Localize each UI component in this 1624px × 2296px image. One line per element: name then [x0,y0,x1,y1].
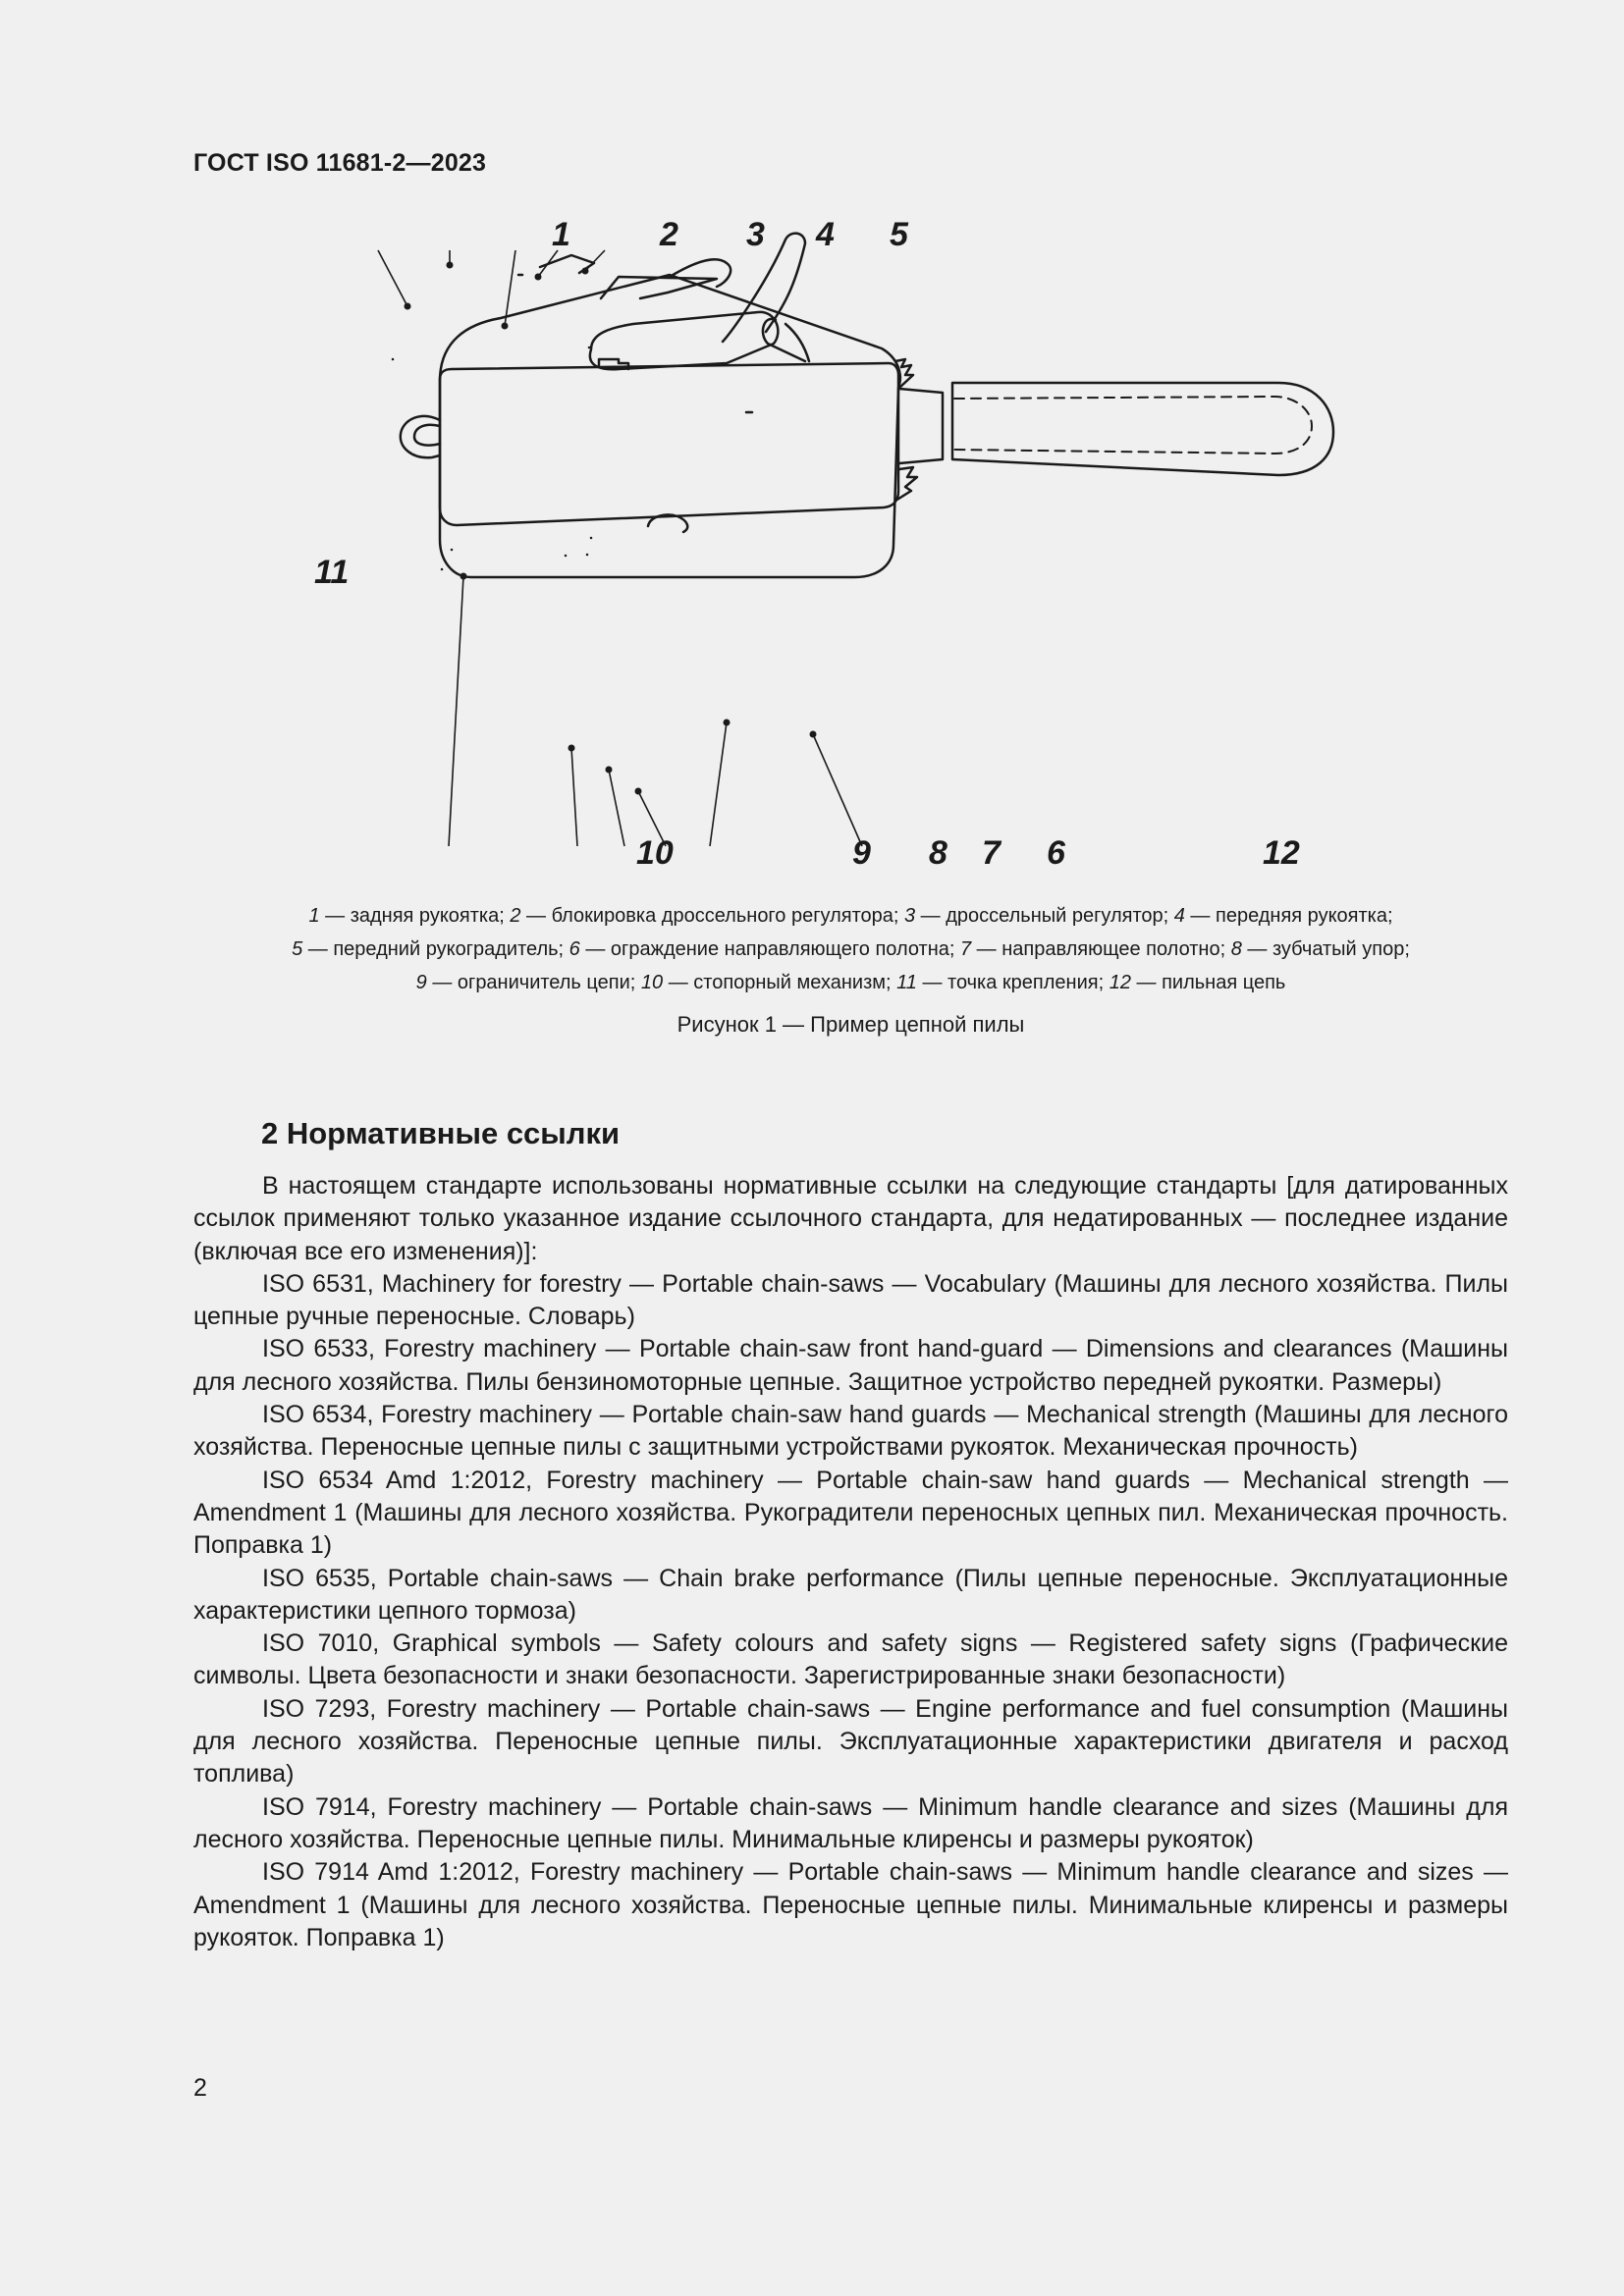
leader-4 [538,250,558,277]
section-heading: 2 Нормативные ссылки [261,1116,621,1150]
reference-item: ISO 7914 Amd 1:2012, Forestry machinery — Portable chain-saws — Minimum handle clearance and sizes — Amendment 1 (Машины для лесного хозяйства. Переносные цепные пилы. Минимальные клиренсы и размеры рукояток. Поправка 1) [193,1858,1508,1951]
callout-1: 1 [552,216,570,253]
leader-9 [571,748,577,846]
leader-10 [449,576,463,846]
reference-item: ISO 6535, Portable chain-saws — Chain brake performance (Пилы цепные переносные. Эксплуатационные характеристики цепного тормоза) [193,1564,1508,1625]
callout-9: 9 [852,834,871,872]
chainsaw-drawing [295,216,1414,883]
paragraph: В настоящем стандарте использованы нормативные ссылки на следующие стандарты [для датированных ссылок применяют только указанное издание ссылочного стандарта, для недатированных — последнее издание (включая все его изменения)]: [193,1172,1508,1265]
chainsaw-figure [295,216,1414,883]
reference-item: ISO 6534 Amd 1:2012, Forestry machinery — Portable chain-saw hand guards — Mechanical strength — Amendment 1 (Машины для лесного хозяйства. Рукоградители переносных цепных пил. Механическая прочность. Поправка 1) [193,1466,1508,1560]
callout-2: 2 [660,216,678,253]
leader-12 [813,734,862,846]
document-header: ГОСТ ISO 11681-2—2023 [193,149,487,177]
callout-8: 8 [929,834,947,872]
reference-item: ISO 6533, Forestry machinery — Portable chain-saw front hand-guard — Dimensions and clearances (Машины для лесного хозяйства. Пилы бензиномоторные цепные. Защитное устройство передней рукоятки. Размеры) [193,1335,1508,1396]
figure-legend [193,899,1508,999]
reference-item: ISO 6531, Machinery for forestry — Portable chain-saws — Vocabulary (Машины для лесного хозяйства. Пилы цепные ручные переносные. Словарь) [193,1269,1508,1331]
callout-10: 10 [636,834,674,872]
legend-line: 5 — передний рукоградитель; 6 — ограждение направляющего полотна; 7 — направляющее полотно; 8 — зубчатый упор; [292,938,1410,960]
reference-item: ISO 7293, Forestry machinery — Portable chain-saws — Engine performance and fuel consumption (Машины для лесного хозяйства. Переносные цепные пилы. Эксплуатационные характеристики двигателя и расход топлива) [193,1694,1508,1789]
page-number: 2 [193,2074,207,2102]
section-body [193,1170,1508,1954]
callout-3: 3 [746,216,765,253]
reference-item: ISO 6534, Forestry machinery — Portable chain-saw hand guards — Mechanical strength (Машины для лесного хозяйства. Переносные цепные пилы с защитными устройствами рукояток. Механическая прочность) [193,1401,1508,1462]
engine-housing [440,363,898,525]
legend-line: 9 — ограничитель цепи; 10 — стопорный механизм; 11 — точка крепления; 12 — пильная цепь [415,972,1286,993]
attachment-loop [401,416,440,457]
legend-line: 1 — задняя рукоятка; 2 — блокировка дроссельного регулятора; 3 — дроссельный регулятор; 4 — передняя рукоятка; [308,905,1393,927]
leader-6 [710,722,727,846]
reference-item: ISO 7914, Forestry machinery — Portable chain-saws — Minimum handle clearance and sizes (Машины для лесного хозяйства. Переносные цепные пилы. Минимальные клиренсы и размеры рукояток) [193,1792,1508,1853]
callout-7: 7 [982,834,1001,872]
chain-dashes [954,397,1312,454]
leader-1 [378,250,407,306]
callout-6: 6 [1047,834,1065,872]
callout-12: 12 [1263,834,1300,872]
guide-plate [899,389,943,463]
callout-5: 5 [890,216,908,253]
callout-11: 11 [314,554,350,591]
reference-item: ISO 7010, Graphical symbols — Safety colours and safety signs — Registered safety signs (Графические символы. Цвета безопасности и знаки безопасности. Зарегистрированные знаки безопасности) [193,1629,1508,1690]
figure-caption: Рисунок 1 — Пример цепной пилы [677,1012,1025,1037]
callout-4: 4 [816,216,835,253]
leader-8 [609,770,624,846]
